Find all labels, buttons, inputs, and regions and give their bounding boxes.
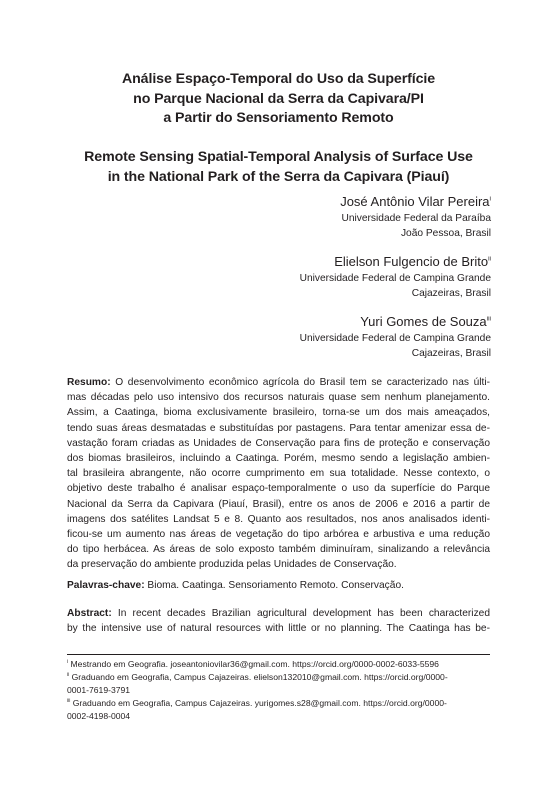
paragraph-line: da preservação do ambiente produzida pelas Unidades de Conservação. bbox=[67, 559, 397, 571]
paragraph-line: do tipo herbácea. As áreas de solo exposto também diminuíram, sinalizando a relevância bbox=[67, 544, 490, 556]
paragraph-line: Assim, a Caatinga, bioma exclusivamente brasileiro, torna-se um dos mais ameaçados, bbox=[67, 407, 490, 419]
keywords-text: Bioma. Caatinga. Sensoriamento Remoto. Conservação. bbox=[144, 580, 404, 591]
resumo-text: O desenvolvimento econômico agrícola do Brasil tem se caracterizado nas últi- bbox=[110, 377, 490, 388]
footnote bbox=[67, 671, 490, 684]
author-name: Elielson Fulgencio de Brito bbox=[334, 254, 489, 269]
paragraph-line: mas décadas pelo uso intensivo dos recursos naturais quase sem nenhum planejamento. bbox=[67, 392, 490, 404]
footnote-marker: iii bbox=[67, 698, 71, 705]
resumo-label: Resumo: bbox=[67, 377, 111, 388]
title-line: Remote Sensing Spatial-Temporal Analysis of Surface Use bbox=[84, 149, 473, 165]
author-footnote-marker[interactable]: iii bbox=[486, 315, 491, 323]
footnote-text[interactable]: Graduando em Geografia, Campus Cajazeiras. elielson132010@gmail.com. https://orcid.org/0000- bbox=[71, 672, 448, 683]
author-affiliation: Universidade Federal de Campina Grande bbox=[299, 273, 491, 284]
paragraph-line: tal brasileira abrangente, não ocorre cumprimento em sua totalidade. Nesse contexto, o bbox=[67, 468, 490, 480]
footnotes bbox=[67, 654, 490, 723]
author-footnote-marker[interactable]: ii bbox=[488, 255, 491, 263]
abstract-text: In recent decades Brazilian agricultural development has been characterized bbox=[111, 608, 490, 619]
footnote-text[interactable]: Graduando em Geografia, Campus Cajazeiras. yurigomes.s28@gmail.com. https://orcid.org/0000- bbox=[72, 698, 447, 709]
keywords-label: Palavras-chave: bbox=[67, 580, 145, 591]
footnote-continuation[interactable]: 0002-4198-0004 bbox=[67, 711, 131, 722]
paragraph-line: imagens dos satélites Landsat 5 e 8. Quanto aos resultados, nos anos analisados identi- bbox=[67, 513, 490, 525]
author-name: Yuri Gomes de Souza bbox=[360, 314, 487, 329]
author-location: João Pessoa, Brasil bbox=[400, 228, 491, 240]
author-affiliation: Universidade Federal de Campina Grande bbox=[299, 333, 491, 344]
paragraph-line: ficou-se um aumento nas áreas de vegetação do tipo arbórea e arbustiva e uma redução bbox=[67, 529, 490, 541]
author-affiliation: Universidade Federal da Paraíba bbox=[341, 213, 491, 224]
title-portuguese bbox=[60, 70, 497, 129]
footnote bbox=[67, 658, 490, 671]
paragraph-line: tendo suas áreas desmatadas e substituídas por pastagens. Para tentar amenizar essa de- bbox=[67, 422, 490, 434]
paragraph-line bbox=[67, 578, 490, 593]
title-line: no Parque Nacional da Serra da Capivara/PI bbox=[133, 90, 424, 107]
abstract-label: Abstract: bbox=[67, 608, 112, 619]
title-line: in the National Park of the Serra da Capivara (Piauí) bbox=[107, 168, 450, 185]
author-block bbox=[300, 253, 491, 301]
author-footnote-marker[interactable]: i bbox=[489, 195, 491, 203]
paragraph-line: by the intensive use of natural resources with little or no planning. The Caatinga has be- bbox=[67, 623, 490, 635]
footnote-marker: i bbox=[67, 659, 69, 666]
title-line: Análise Espaço-Temporal do Uso da Superfície bbox=[121, 71, 436, 87]
resumo-section bbox=[67, 375, 490, 573]
footnote-continuation[interactable]: 0001-7619-3791 bbox=[67, 685, 131, 696]
paragraph-line: dos biomas brasileiros, incluindo a Caatinga. Porém, mesmo sendo a legislação ambien- bbox=[67, 453, 490, 465]
footnote bbox=[67, 697, 490, 710]
footnote-marker: ii bbox=[67, 672, 70, 679]
author-location: Cajazeiras, Brasil bbox=[411, 348, 491, 360]
paragraph-line: objetivo deste trabalho é analisar espaço-temporalmente o uso da superfície do Parque bbox=[67, 483, 490, 495]
abstract-section bbox=[67, 606, 490, 636]
author-block bbox=[340, 193, 491, 241]
paragraph-line: Nacional da Serra da Capivara (Piauí, Brasil), entre os anos de 2006 e 2016 a partir de bbox=[67, 498, 490, 510]
paragraph-line bbox=[67, 606, 490, 621]
paragraph-line bbox=[67, 375, 490, 390]
author-block bbox=[300, 313, 491, 361]
title-line: a Partir do Sensoriamento Remoto bbox=[163, 110, 394, 126]
paragraph-line: vastação foram criadas as Unidades de Conservação para fins de proteção e conservação bbox=[67, 437, 490, 449]
footnote-text[interactable]: Mestrando em Geografia. joseantoniovilar36@gmail.com. https://orcid.org/0000-0002-6033-5596 bbox=[70, 659, 439, 669]
keywords-section bbox=[67, 578, 490, 593]
title-english bbox=[60, 148, 497, 187]
author-name: José Antônio Vilar Pereira bbox=[340, 194, 490, 209]
author-location: Cajazeiras, Brasil bbox=[411, 288, 491, 300]
